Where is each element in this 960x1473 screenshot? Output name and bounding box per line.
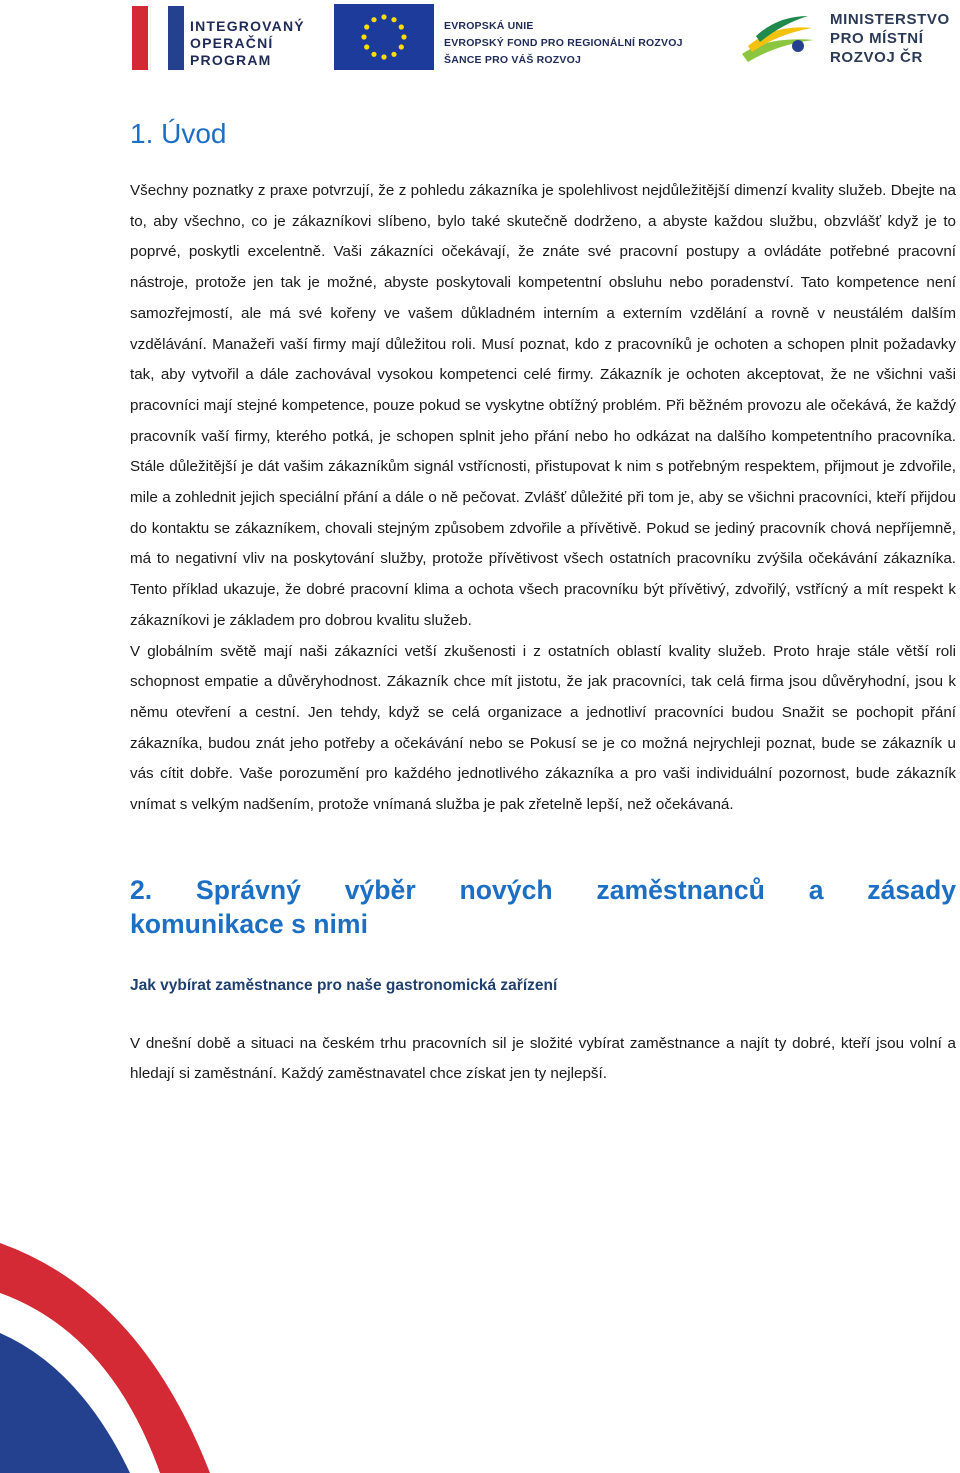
- mmr-emblem-icon: [738, 6, 818, 70]
- section-2-paragraph: V dnešní době a situaci na českém trhu pracovních sil je složité vybírat zaměstnance a najít ty dobré, kteří jsou volní a hledají si zaměstnání. Každý zaměstnavatel chce získat jen ty nejlepší.: [130, 1034, 956, 1083]
- mmr-logo-line2: PRO MÍSTNÍ: [830, 30, 924, 47]
- mmr-logo: [738, 6, 958, 70]
- mmr-logo-line1: MINISTERSTVO: [830, 11, 950, 28]
- iop-logo: [132, 6, 317, 70]
- iop-logo-line3: PROGRAM: [190, 52, 272, 68]
- eu-logo: [334, 4, 694, 70]
- header-logos: [0, 0, 960, 80]
- eu-flag-icon: [334, 4, 434, 70]
- iop-logo-line2: OPERAČNÍ: [190, 35, 274, 51]
- eu-logo-line2: EVROPSKÝ FOND PRO REGIONÁLNÍ ROZVOJ: [444, 37, 683, 49]
- section-1-title: 1. Úvod: [130, 118, 227, 149]
- section-2-title: [130, 873, 956, 941]
- eu-logo-line1: EVROPSKÁ UNIE: [444, 20, 534, 32]
- decorative-swoosh-icon: [0, 1203, 220, 1473]
- document-body: [130, 110, 956, 1090]
- eu-logo-line3: ŠANCE PRO VÁŠ ROZVOJ: [444, 54, 582, 66]
- section-2-title-line2: komunikace s nimi: [130, 908, 368, 939]
- section-2-title-line1: 2. Správný výběr nových zaměstnanců a zásady: [130, 874, 956, 905]
- mmr-logo-line3: ROZVOJ ČR: [830, 49, 923, 66]
- iop-flag-bars-icon: [132, 6, 188, 70]
- section-1-paragraph-2: V globálním světě mají naši zákazníci vetší zkušenosti i z ostatních oblastí kvality služeb. Proto hraje stále větší roli schopnost empatie a důvěryhodnost. Zákazník chce mít jistotu, že jak pracovníci, tak celá firma jsou důvěryhodní, jsou k němu otevření a cestní. Jen tehdy, když se celá organizace a jednotliví pracovníci budou Snažit se pochopit přání zákazníka, budou znát jeho potřeby a očekávání nebo se Pokusí se je co možná nejrychleji poznat, bude se zákazník u vás cítit dobře. Vaše porozumění pro každého jednotlivého zákazníka a pro vaši individuální pozornost, bude zákazník vnímat s velkým nadšením, protože vnímaná služba je pak zřetelně lepší, než očekávaná.: [130, 642, 956, 814]
- iop-logo-line1: INTEGROVANÝ: [190, 18, 305, 34]
- section-1-paragraph-1: Všechny poznatky z praxe potvrzují, že z pohledu zákazníka je spolehlivost nejdůležitější dimenzí kvality služeb. Dbejte na to, aby všechno, co je zákazníkovi slíbeno, bylo také skutečně dodrženo, a abyste každou službu, obzvlášť když je to poprvé, poskytli excelentně. Vaši zákazníci očekávají, že znáte své pracovní postupy a ovládáte potřebné pracovní nástroje, protože jen tak je možné, abyste poskytovali kompetentní obsluhu nebo poradenství. Tato kompetence není samozřejmostí, ale má své kořeny ve vašem důkladném interním a externím vzdělání a rovně v neustálém dalším vzdělávání. Manažeři vaší firmy mají důležitou roli. Musí poznat, kdo z pracovníků je ochoten a schopen plnit požadavky tak, aby vytvořil a dále zachovával vysokou kompetenci celé firmy. Zákazník je ochoten akceptovat, že ne všichni vaši pracovníci mají stejné kompetence, pouze pokud se vyskytne obtížný problém. Při běžném provozu ale očekává, že každý pracovník vaší firmy, kterého potká, je schopen splnit jeho přání nebo ho odkázat na dalšího kompetentního pracovníka. Stále důležitější je dát vašim zákazníkům signál vstřícnosti, přistupovat k nim s potřebným respektem, přijmout je zdvořile, mile a zohlednit jejich speciální přání a dále o ně pečovat. Zvlášť důležité při tom je, aby se všichni pracovníci, kteří přijdou do kontaktu se zákazníkem, chovali stejným způsobem zdvořile a přívětivě. Pokud se jediný pracovník chová nepříjemně, má to negativní vliv na poskytování služby, protože přívětivost všech ostatních pracovníku zvýšila očekávání zákazníka. Tento příklad ukazuje, že dobré pracovní klima a ochota všech pracovníku být přívětivý, zdvořilý, vstřícný a mít respekt k zákazníkovi je základem pro dobrou kvalitu služeb.: [130, 182, 956, 629]
- section-2-subtitle: Jak vybírat zaměstnance pro naše gastronomická zařízení: [130, 976, 558, 994]
